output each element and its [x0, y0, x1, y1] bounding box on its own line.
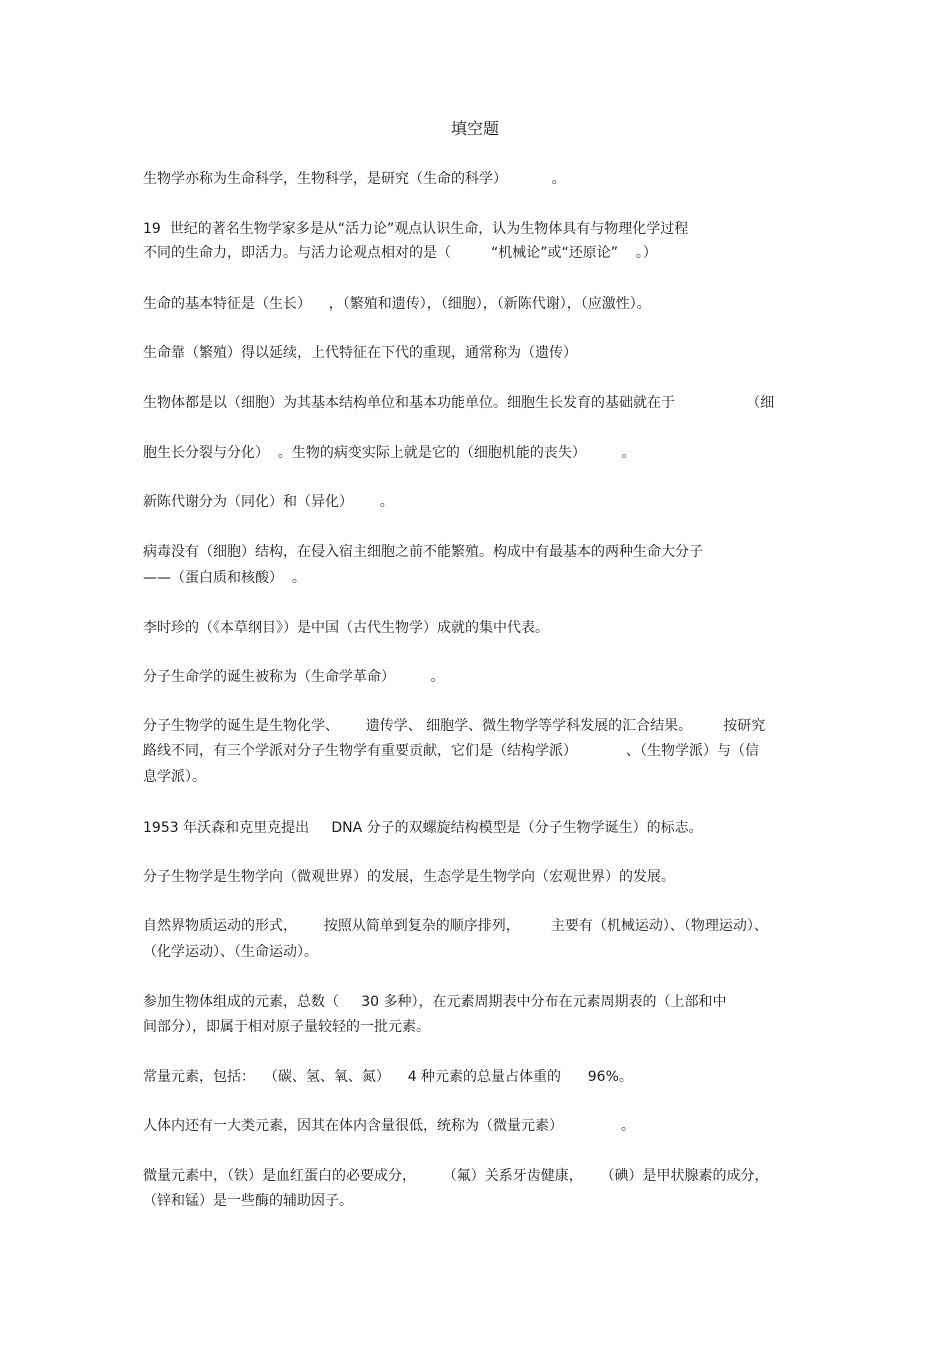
paragraph-line: （锌和锰）是一些酶的辅助因子。: [143, 1193, 353, 1209]
paragraph-line: 生物体都是以（细胞）为其基本结构单位和基本功能单位。细胞生长发育的基础就在于 （细: [143, 395, 775, 411]
paragraph-line: 1953 年沃森和克里克提出 DNA 分子的双螺旋结构模型是（分子生物学诞生）的标志。: [143, 820, 703, 836]
paragraph-line: 分子生物学是生物学向（微观世界）的发展，生态学是生物学向（宏观世界）的发展。: [143, 869, 675, 885]
paragraph-line: 路线不同，有三个学派对分子生物学有重要贡献，它们是（结构学派） 、（生物学派）与（信: [143, 743, 759, 759]
page-title: 填空题: [450, 119, 499, 138]
paragraph-line: 生物学亦称为生命科学，生物科学，是研究（生命的科学） 。: [143, 171, 566, 187]
paragraph-line: 息学派）。: [143, 769, 206, 785]
paragraph-line: 19 世纪的著名生物学家多是从“活力论”观点认识生命，认为生物体具有与物理化学过程: [143, 221, 689, 237]
paragraph-line: 间部分），即属于相对原子量较轻的一批元素。: [143, 1019, 430, 1035]
paragraph-line: 新陈代谢分为（同化）和（异化） 。: [143, 494, 394, 510]
paragraph-line: 参加生物体组成的元素，总数（ 30 多种），在元素周期表中分布在元素周期表的（上部和中: [143, 994, 727, 1010]
paragraph-line: 自然界物质运动的形式， 按照从简单到复杂的顺序排列， 主要有（机械运动）、（物理运动）、: [143, 918, 768, 934]
paragraph-line: 分子生物学的诞生是生物化学、 遗传学、 细胞学、微生物学等学科发展的汇合结果。 按研究: [143, 718, 766, 734]
paragraph-line: 病毒没有（细胞）结构，在侵入宿主细胞之前不能繁殖。构成中有最基本的两种生命大分子: [143, 544, 703, 560]
paragraph-line: 微量元素中，（铁）是血红蛋白的必要成分， （氟）关系牙齿健康， （碘）是甲状腺素的成分，: [143, 1168, 769, 1184]
paragraph-line: 李时珍的（《本草纲目》）是中国（古代生物学）成就的集中代表。: [143, 620, 549, 636]
paragraph-line: 生命的基本特征是（生长） ，（繁殖和遗传），（细胞），（新陈代谢），（应激性）。: [143, 296, 651, 312]
paragraph-line: 不同的生命力，即活力。与活力论观点相对的是（ “机械论”或“还原论” 。）: [143, 245, 657, 261]
paragraph-line: 胞生长分裂与分化） 。生物的病变实际上就是它的（细胞机能的丧失） 。: [143, 445, 636, 461]
paragraph-line: 人体内还有一大类元素，因其在体内含量很低，统称为（微量元素） 。: [143, 1118, 635, 1134]
paragraph-line: ——（蛋白质和核酸） 。: [143, 570, 306, 586]
paragraph-line: （化学运动）、（生命运动）。: [143, 944, 318, 960]
paragraph-line: 常量元素，包括： （碳、氢、氧、氮） 4 种元素的总量占体重的 96%。: [143, 1069, 633, 1085]
paragraph-line: 生命靠（繁殖）得以延续，上代特征在下代的重现，通常称为（遗传）: [143, 345, 577, 361]
paragraph-line: 分子生命学的诞生被称为（生命学革命） 。: [143, 669, 445, 685]
